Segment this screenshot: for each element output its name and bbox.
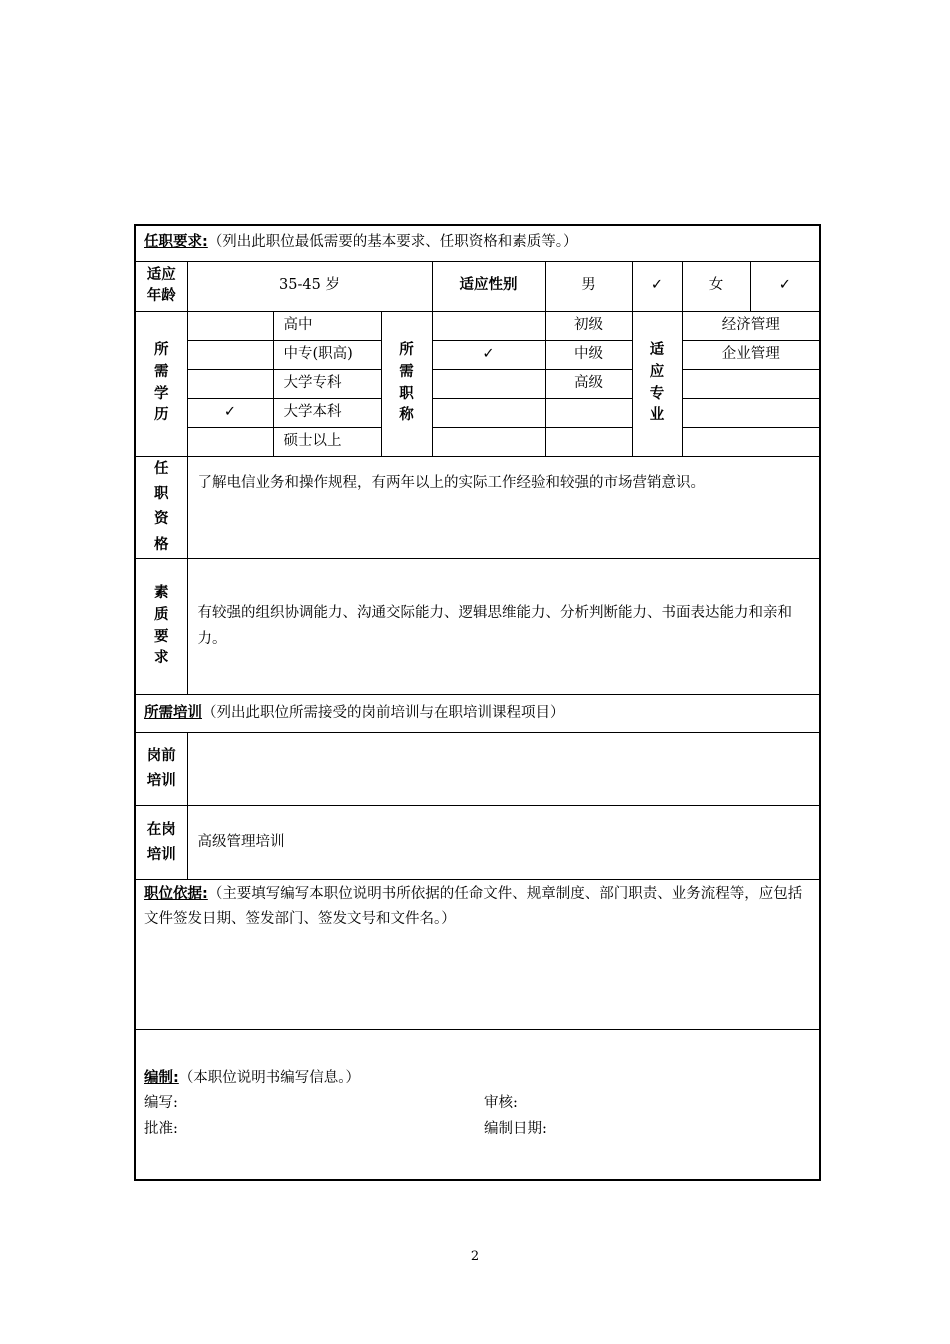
major-label: 适应专业 bbox=[632, 311, 682, 456]
education-level-3: 大学本科 bbox=[273, 398, 381, 427]
gender-male: 男 bbox=[545, 261, 632, 311]
major-item-2 bbox=[682, 369, 820, 398]
title-level-1: 中级 bbox=[545, 340, 632, 369]
major-item-0: 经济管理 bbox=[682, 311, 820, 340]
training-desc: （列出此职位所需接受的岗前培训与在职培训课程项目） bbox=[202, 704, 565, 721]
requirements-header bbox=[135, 225, 820, 261]
compile-row-2 bbox=[144, 1117, 819, 1142]
title-label: 所需职称 bbox=[381, 311, 432, 456]
quality-label: 素质要求 bbox=[135, 559, 187, 695]
major-item-1: 企业管理 bbox=[682, 340, 820, 369]
education-level-4: 硕士以上 bbox=[273, 427, 381, 456]
gender-female-check: ✓ bbox=[750, 261, 820, 311]
major-item-3 bbox=[682, 398, 820, 427]
onjob-training-text: 高级管理培训 bbox=[187, 806, 820, 880]
education-level-2: 大学专科 bbox=[273, 369, 381, 398]
writer-field: 编写: bbox=[144, 1095, 178, 1112]
quality-text: 有较强的组织协调能力、沟通交际能力、逻辑思维能力、分析判断能力、书面表达能力和亲和力。 bbox=[187, 559, 820, 695]
education-check-3: ✓ bbox=[187, 398, 273, 427]
age-label: 适应年龄 bbox=[135, 261, 187, 311]
education-check-4 bbox=[187, 427, 273, 456]
qualification-label: 任职资格 bbox=[135, 456, 187, 559]
title-check-2 bbox=[432, 369, 545, 398]
major-item-4 bbox=[682, 427, 820, 456]
education-level-1: 中专(职高) bbox=[273, 340, 381, 369]
title-check-4 bbox=[432, 427, 545, 456]
gender-female: 女 bbox=[682, 261, 750, 311]
title-check-0 bbox=[432, 311, 545, 340]
qualification-text: 了解电信业务和操作规程，有两年以上的实际工作经验和较强的市场营销意识。 bbox=[187, 456, 820, 559]
date-field: 编制日期: bbox=[484, 1120, 547, 1137]
title-level-4 bbox=[545, 427, 632, 456]
approver-field: 批准: bbox=[144, 1120, 178, 1137]
compile-section bbox=[135, 1030, 820, 1180]
title-level-3 bbox=[545, 398, 632, 427]
basis-desc: （主要填写编写本职位说明书所依据的任命文件、规章制度、部门职责、业务流程等，应包括文件签发日期、签发部门、签发文号和文件名。） bbox=[144, 886, 803, 928]
education-check-2 bbox=[187, 369, 273, 398]
title-check-1: ✓ bbox=[432, 340, 545, 369]
reviewer-field: 审核: bbox=[484, 1095, 518, 1112]
compile-title: 编制: bbox=[144, 1070, 179, 1086]
title-check-3 bbox=[432, 398, 545, 427]
gender-label: 适应性别 bbox=[432, 261, 545, 311]
education-label: 所需学历 bbox=[135, 311, 187, 456]
compile-desc: （本职位说明书编写信息。） bbox=[178, 1070, 361, 1086]
age-value: 35-45 岁 bbox=[187, 261, 432, 311]
pre-training-label: 岗前培训 bbox=[135, 733, 187, 806]
page-number: 2 bbox=[470, 1249, 480, 1264]
compile-row-1 bbox=[144, 1091, 819, 1116]
pre-training-text bbox=[187, 733, 820, 806]
requirements-desc: （列出此职位最低需要的基本要求、任职资格和素质等。） bbox=[207, 234, 578, 251]
education-check-0 bbox=[187, 311, 273, 340]
basis-section bbox=[135, 880, 820, 1030]
title-level-0: 初级 bbox=[545, 311, 632, 340]
education-level-0: 高中 bbox=[273, 311, 381, 340]
requirements-title: 任职要求: bbox=[144, 234, 208, 251]
training-header bbox=[135, 695, 820, 733]
onjob-training-label: 在岗培训 bbox=[135, 806, 187, 880]
job-requirements-table bbox=[134, 224, 821, 1181]
gender-male-check: ✓ bbox=[632, 261, 682, 311]
title-level-2: 高级 bbox=[545, 369, 632, 398]
training-title: 所需培训 bbox=[144, 704, 202, 721]
basis-title: 职位依据: bbox=[144, 886, 208, 902]
education-check-1 bbox=[187, 340, 273, 369]
compile-header bbox=[144, 1066, 819, 1091]
